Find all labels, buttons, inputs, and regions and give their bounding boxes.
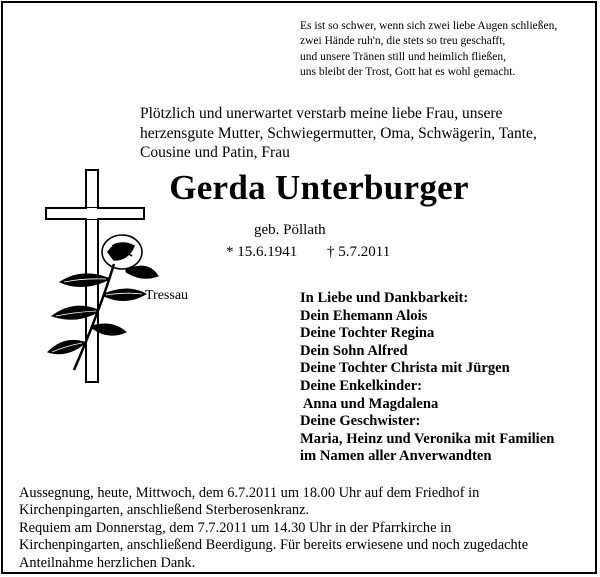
place-name: Tressau bbox=[145, 288, 189, 303]
mourner-line: Dein Ehemann Alois bbox=[300, 307, 428, 324]
poem-line: uns bleibt der Trost, Gott hat es wohl gemacht. bbox=[300, 65, 516, 78]
intro-line: Cousine und Patin, Frau bbox=[140, 144, 290, 161]
mourner-line: Maria, Heinz und Veronika mit Familien bbox=[300, 430, 555, 447]
poem-verse bbox=[300, 19, 590, 80]
mourner-line: Anna und Magdalena bbox=[300, 395, 439, 412]
deceased-name: Gerda Unterburger bbox=[169, 168, 469, 207]
service-details bbox=[19, 485, 589, 572]
mourner-line: Deine Tochter Regina bbox=[300, 325, 435, 342]
intro-text bbox=[140, 104, 580, 163]
poem-line: Es ist so schwer, wenn sich zwei liebe Augen schließen, bbox=[300, 20, 558, 32]
intro-line: Plötzlich und unerwartet verstarb meine liebe Frau, unsere bbox=[140, 105, 503, 122]
intro-line: herzensgute Mutter, Schwiegermutter, Oma, Schwägerin, Tante, bbox=[140, 124, 537, 142]
mourner-line: Deine Tochter Christa mit Jürgen bbox=[300, 360, 510, 377]
life-dates bbox=[226, 244, 390, 261]
footer-line: Kirchenpingarten, anschließend Sterberosenkranz. bbox=[19, 502, 310, 519]
mourners-list bbox=[300, 290, 590, 466]
birth-date: * 15.6.1941 bbox=[226, 244, 298, 260]
mourner-line: Deine Enkelkinder: bbox=[300, 377, 423, 394]
birth-name: geb. Pöllath bbox=[254, 222, 326, 238]
mourner-line: im Namen aller Anverwandten bbox=[300, 448, 492, 465]
poem-line: und unsere Tränen still und heimlich fließen, bbox=[300, 50, 507, 63]
poem-line: zwei Hände ruh'n, die stets so treu geschafft, bbox=[300, 35, 506, 48]
footer-line: Anteilnahme herzlichen Dank. bbox=[19, 554, 196, 571]
death-date: † 5.7.2011 bbox=[327, 244, 391, 260]
mourner-line: Dein Sohn Alfred bbox=[300, 342, 408, 359]
footer-line: Requiem am Donnerstag, dem 7.7.2011 um 14.30 Uhr in der Pfarrkirche in bbox=[19, 519, 452, 536]
footer-line: Aussegnung, heute, Mittwoch, dem 6.7.2011 um 18.00 Uhr auf dem Friedhof in bbox=[19, 485, 480, 501]
mourner-line: In Liebe und Dankbarkeit: bbox=[300, 290, 469, 306]
mourner-line: Deine Geschwister: bbox=[300, 413, 421, 430]
footer-line: Kirchenpingarten, anschließend Beerdigung. Für bereits erwiesene und noch zugedachte bbox=[19, 537, 529, 554]
